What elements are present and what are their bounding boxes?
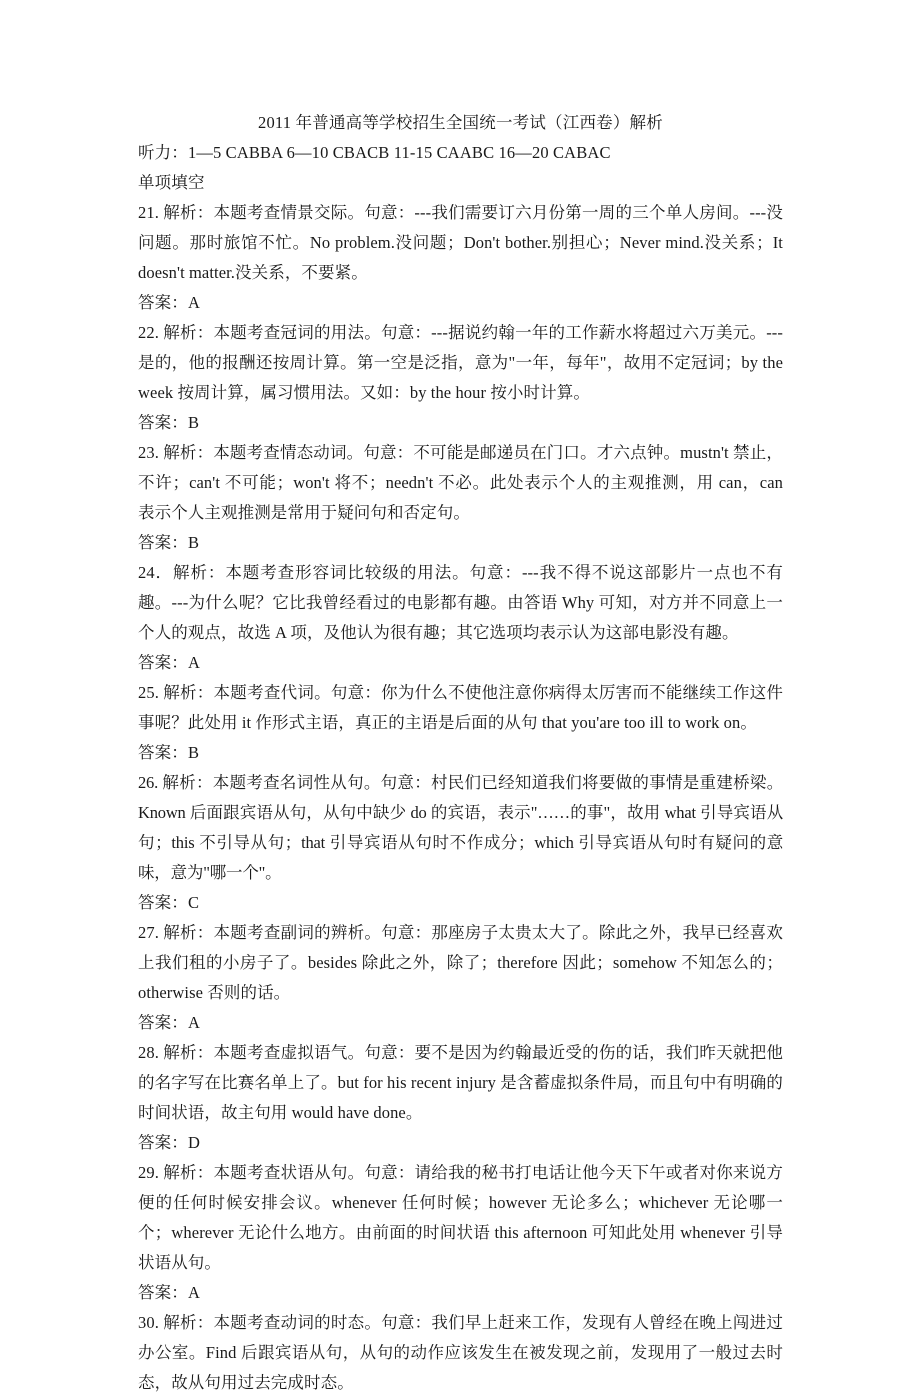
item-analysis-26: 26. 解析：本题考查名词性从句。句意：村民们已经知道我们将要做的事情是重建桥梁。Known 后面跟宾语从句，从句中缺少 do 的宾语，表示"……的事"，故用 what 引导宾语从句；this 不引导从句；that 引导宾语从句时不作成分；which 引导宾语从句时有疑问的意味，意为"哪一个"。 (138, 773, 783, 882)
item-answer-25: 答案：B (138, 743, 200, 762)
item-answer-22: 答案：B (138, 413, 200, 432)
item-analysis-28: 28. 解析：本题考查虚拟语气。句意：要不是因为约翰最近受的伤的话，我们昨天就把他的名字写在比赛名单上了。but for his recent injury 是含蓄虚拟条件局，而且句中有明确的时间状语，故主句用 would have done。 (138, 1043, 783, 1122)
item-analysis-30: 30. 解析：本题考查动词的时态。句意：我们早上赶来工作，发现有人曾经在晚上闯进过办公室。Find 后跟宾语从句，从句的动作应该发生在被发现之前，发现用了一般过去时态，故从句用过去完成时态。 (138, 1313, 783, 1392)
page-title: 2011 年普通高等学校招生全国统一考试（江西卷）解析 (258, 113, 663, 132)
listening-answers-line: 听力：1—5 CABBA 6—10 CBACB 11-15 CAABC 16—20 CABAC (138, 143, 611, 162)
section-heading-multiple-choice: 单项填空 (138, 173, 205, 192)
document-body (138, 108, 783, 1398)
item-analysis-29: 29. 解析：本题考查状语从句。句意：请给我的秘书打电话让他今天下午或者对你来说方便的任何时候安排会议。whenever 任何时候；however 无论多么；whichever 无论哪一个；wherever 无论什么地方。由前面的时间状语 this afternoon 可知此处用 whenever 引导状语从句。 (138, 1163, 783, 1272)
item-answer-23: 答案：B (138, 533, 200, 552)
item-analysis-25: 25. 解析：本题考查代词。句意：你为什么不使他注意你病得太厉害而不能继续工作这件事呢？此处用 it 作形式主语，真正的主语是后面的从句 that you'are too ill to work on。 (138, 683, 783, 732)
item-analysis-21: 21. 解析：本题考查情景交际。句意：---我们需要订六月份第一周的三个单人房间。---没问题。那时旅馆不忙。No problem.没问题；Don't bother.别担心；Never mind.没关系；It doesn't matter.没关系，不要紧。 (138, 203, 783, 282)
item-analysis-23: 23. 解析：本题考查情态动词。句意：不可能是邮递员在门口。才六点钟。mustn't 禁止，不许；can't 不可能；won't 将不；needn't 不必。此处表示个人的主观推测，用 can，can 表示个人主观推测是常用于疑问句和否定句。 (138, 443, 783, 522)
item-answer-24: 答案：A (138, 653, 201, 672)
item-answer-21: 答案：A (138, 293, 201, 312)
item-answer-26: 答案：C (138, 893, 200, 912)
item-analysis-27: 27. 解析：本题考查副词的辨析。句意：那座房子太贵太大了。除此之外，我早已经喜欢上我们租的小房子了。besides 除此之外，除了；therefore 因此；somehow 不知怎么的；otherwise 否则的话。 (138, 923, 783, 1002)
item-answer-28: 答案：D (138, 1133, 201, 1152)
item-analysis-24: 24．解析：本题考查形容词比较级的用法。句意：---我不得不说这部影片一点也不有趣。---为什么呢？它比我曾经看过的电影都有趣。由答语 Why 可知，对方并不同意上一个人的观点，故选 A 项，及他认为很有趣；其它选项均表示认为这部电影没有趣。 (138, 563, 783, 642)
item-answer-27: 答案：A (138, 1013, 201, 1032)
item-answer-29: 答案：A (138, 1283, 201, 1302)
item-analysis-22: 22. 解析：本题考查冠词的用法。句意：---据说约翰一年的工作薪水将超过六万美元。---是的，他的报酬还按周计算。第一空是泛指，意为"一年，每年"，故用不定冠词；by the week 按周计算，属习惯用法。又如：by the hour 按小时计算。 (138, 323, 783, 402)
